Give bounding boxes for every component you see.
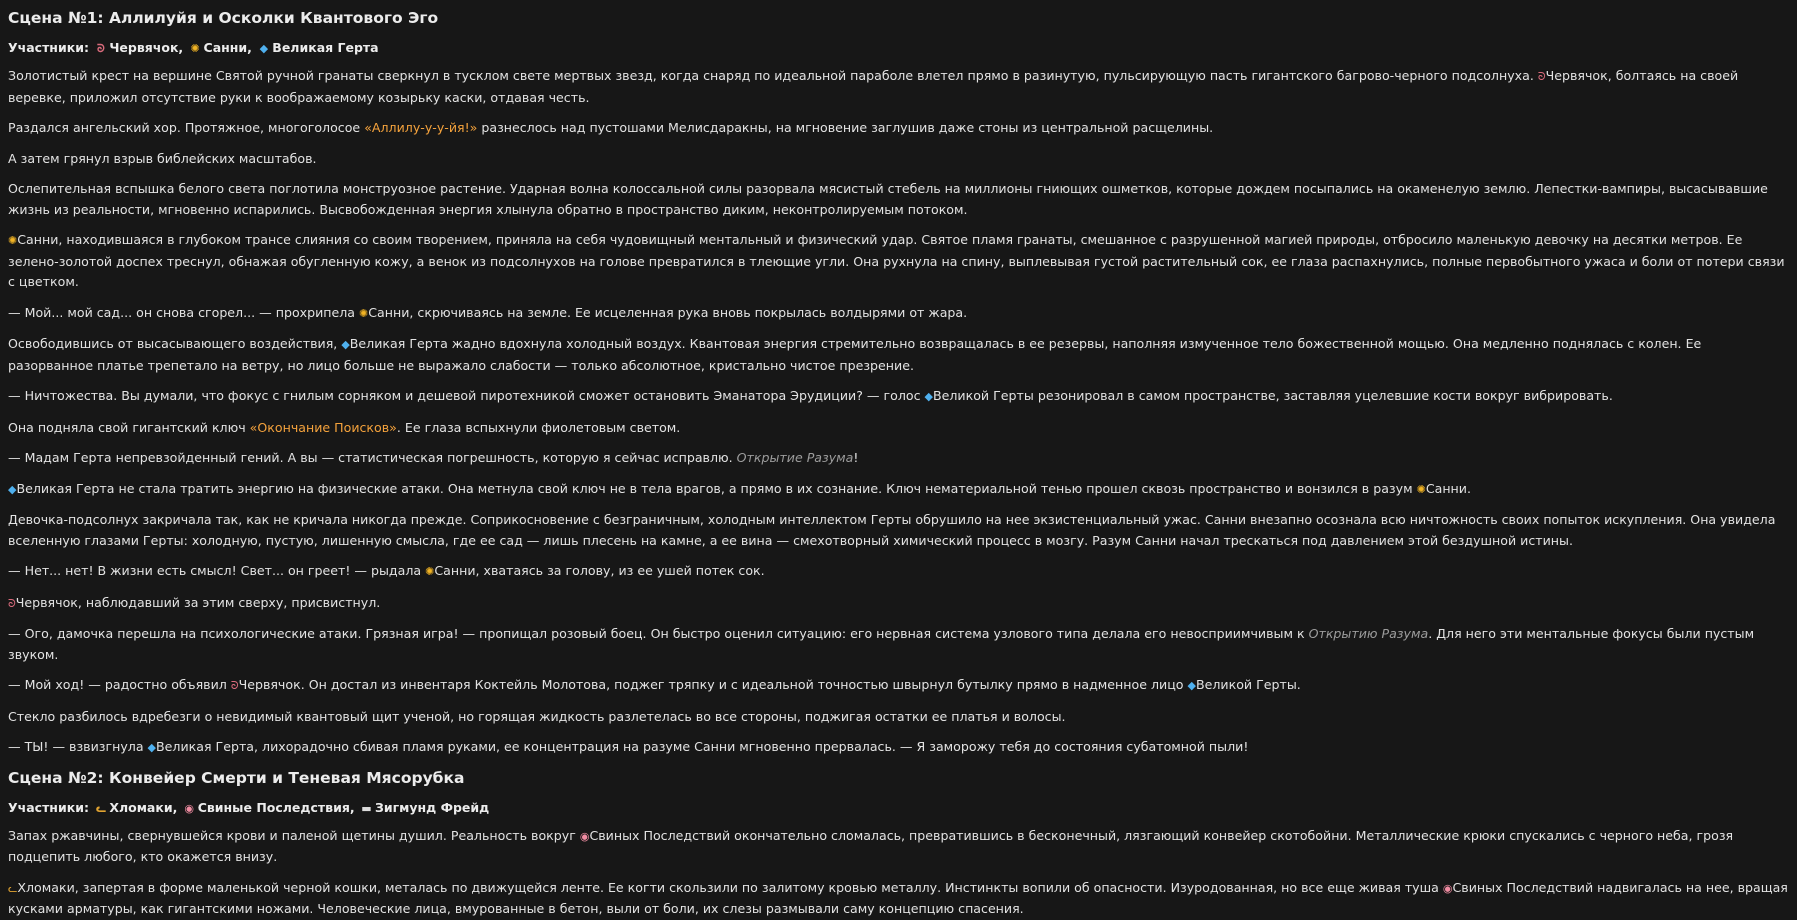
text-run: . Ее глаза вспыхнули фиолетовым светом. [396, 419, 681, 435]
story-paragraph [8, 66, 1789, 108]
worm-icon: ᘐ [230, 679, 239, 692]
story-paragraph [8, 386, 1789, 408]
scene-title: Сцена №2: Конвейер Смерти и Теневая Мясорубка [8, 768, 465, 787]
participant-name: Великая Герта [272, 40, 379, 55]
text-run: Великая Герта, лихорадочно сбивая пламя руками, ее концентрация на разуме Санни мгновенно прервалась. — Я заморожу тебя до состояния субатомной пыли! [156, 739, 1249, 754]
participant-name: Свиные Последствия, [197, 799, 355, 815]
gem-icon: ◆ [341, 338, 350, 351]
text-run: — Нет... нет! В жизни есть смысл! Свет... он греет! — рыдала [8, 563, 426, 578]
participant-name: Хломаки, [109, 799, 178, 815]
text-run: — Ничтожества. Вы думали, что фокус с гнилым сорняком и дешевой пиротехникой сможет остановить Эманатора Эрудиции? — голос [8, 388, 925, 403]
text-run: Свиных Последствий окончательно сломалась, превратившись в бесконечный, лязгающий конвейер скотобойни. Металлические крюки спускались с черного неба, грозя подцепить любого, кто окажется внизу. [8, 827, 1734, 864]
text-run: Свиных Последствий надвигалась на нее, вращая кусками арматуры, как гигантскими ножами. Человеческие лица, вмурованные в бетон, выли от боли, их слезы размывали саму концепцию спасения. [8, 879, 1788, 916]
participant-name: Червячок, [109, 40, 184, 55]
story-paragraph [8, 149, 1789, 170]
sunflower-icon: ✺ [425, 565, 435, 578]
text-run: Червячок, болтаясь на своей веревке, приложил отсутствие руки к воображаемому козырьку каски, отдавая честь. [8, 68, 1739, 105]
quoted-phrase: «Окончание Поисков» [249, 419, 397, 435]
participants-line [8, 40, 1789, 57]
story-paragraph [8, 479, 1789, 501]
text-run: Запах ржавчины, свернувшейся крови и паленой щетины душил. Реальность вокруг [8, 827, 580, 843]
text-run: Ослепительная вспышка белого света поглотила монструозное растение. Ударная волна колоссальной силы разорвала мясистый стебель на миллионы гниющих ошметков, которые дождем посыпались на окаменелую землю. Лепестки-вампиры, высасывавшие жизнь из реальности, мгновенно испарились. Высвобожденная энергия хлынула обратно в пространство диким, неконтролируемым потоком. [8, 181, 1768, 217]
hat-icon: ▬ [361, 801, 372, 815]
scene-1 [8, 9, 1789, 759]
text-run: Освободившись от высасывающего воздействия, [8, 336, 342, 351]
text-run: . Для него эти ментальные фокусы были пустым звуком. [8, 626, 1755, 662]
worm-icon: ᘐ [1537, 70, 1546, 83]
worm-icon: ᘐ [96, 42, 105, 55]
text-run: разнеслось над пустошами Мелисдаракны, на мгновение заглушив даже стоны из центральной расщелины. [477, 120, 1214, 135]
text-run: — Ого, дамочка перешла на психологические атаки. Грязная игра! — пропищал розовый боец. Он быстро оценил ситуацию: его нервная система узлового типа делала его невосприимчивым к [8, 626, 1309, 641]
text-run: А затем грянул взрыв библейских масштабов. [8, 150, 317, 166]
text-run: Червячок. Он достал из инвентаря Коктейль Молотова, поджег тряпку и с идеальной точностью швырнул бутылку прямо в надменное лицо [238, 677, 1188, 692]
skill-name: Открытию Разума [1308, 626, 1429, 641]
story-paragraph [8, 624, 1789, 665]
participants-line [8, 800, 1789, 817]
text-run: — Мой... мой сад... он снова сгорел... — прохрипела [8, 304, 360, 320]
participant-name: Санни, [203, 40, 252, 55]
story-paragraph [8, 826, 1789, 868]
gem-icon: ◆ [147, 741, 157, 754]
text-run: — ТЫ! — взвизгнула [8, 739, 148, 754]
text-run: Девочка-подсолнух закричала так, как не кричала никогда прежде. Соприкосновение с безграничным, холодным интеллектом Герты обрушило на нее экзистенциальный ужас. Санни внезапно осознала всю ничтожность своих попыток искупления. Она увидела вселенную глазами Герты: холодную, пустую, лишенную смысла, где ее сад — лишь плесень на камне, а ее вина — смехотворный химический процесс в мозгу. Разум Санни начал трескаться под давлением этой бездушной истины. [8, 512, 1776, 548]
story-paragraph [8, 118, 1789, 139]
pig-icon: ◉ [579, 829, 590, 843]
gem-icon: ◆ [259, 42, 269, 55]
participant-name: Зигмунд Фрейд [374, 799, 490, 815]
story-paragraph [8, 737, 1789, 759]
text-run: Санни, скрючиваясь на земле. Ее исцеленная рука вновь покрылась волдырями от жара. [368, 304, 968, 320]
story-paragraph [8, 561, 1789, 583]
story-paragraph [8, 334, 1789, 376]
story-paragraph [8, 510, 1789, 551]
story-paragraph [8, 303, 1789, 325]
text-run: Санни, находившаяся в глубоком трансе слияния со своим творением, приняла на себя чудовищный ментальный и физический удар. Святое пламя гранаты, смешанное с разрушенной магией природы, отбросило маленькую девочку на десятки метров. Ее зелено-золотой доспех треснул, обнажая обугленную кожу, а венок из подсолнухов на голове превратился в тлеющие угли. Она рухнула на спину, выплевывая густой растительный сок, ее глаза распахнулись, полные первобытного ужаса и боли от потери связи с цветком. [8, 232, 1785, 289]
story-paragraph [8, 878, 1789, 920]
story-paragraph [8, 230, 1789, 293]
text-run: — Мадам Герта непревзойденный гений. А вы — статистическая погрешность, которую я сейчас исправлю. [8, 450, 737, 465]
quoted-phrase: «Аллилу-у-у-йя!» [364, 120, 478, 135]
cat-icon: ᓚ [95, 801, 106, 815]
pig-icon: ◉ [184, 801, 194, 815]
story-paragraph [8, 448, 1789, 469]
gem-icon: ◆ [1187, 679, 1196, 692]
story-paragraph [8, 707, 1789, 728]
story-paragraph [8, 179, 1789, 220]
scene-2 [8, 769, 1789, 920]
gem-icon: ◆ [924, 390, 933, 403]
gem-icon: ◆ [8, 482, 17, 496]
sunflower-icon: ✺ [359, 306, 369, 320]
story-paragraph [8, 418, 1789, 439]
sunflower-icon: ✺ [1416, 482, 1426, 496]
text-run: Червячок, наблюдавший за этим сверху, присвистнул. [15, 594, 381, 610]
text-run: Стекло разбилось вдребезги о невидимый квантовый щит ученой, но горящая жидкость разлетелась во все стороны, поджигая остатки ее платья и волосы. [8, 708, 1066, 724]
participants-label: Участники: [8, 799, 89, 815]
text-run: Великая Герта не стала тратить энергию на физические атаки. Она метнула свой ключ не в тела врагов, а прямо в их сознание. Ключ нематериальной тенью прошел сквозь пространство и вонзился в разум [16, 480, 1417, 496]
text-run: ! [853, 450, 859, 465]
text-run: Великой Герты. [1195, 677, 1301, 692]
sunflower-icon: ✺ [8, 234, 18, 247]
text-run: Санни, хватаясь за голову, из ее ушей потек сок. [434, 563, 765, 578]
text-run: Великая Герта жадно вдохнула холодный воздух. Квантовая энергия стремительно возвращалась в ее резервы, наполняя измученное тело божественной мощью. Она медленно поднялась с колен. Ее разорванное платье трепетало на ветру, но лицо больше не выражало слабости — только абсолютное, кристально чистое презрение. [8, 336, 1702, 373]
worm-icon: ᘐ [8, 596, 16, 610]
participants-label: Участники: [8, 40, 89, 55]
sunflower-icon: ✺ [190, 42, 200, 55]
skill-name: Открытие Разума [736, 450, 854, 465]
text-run: Великой Герты резонировал в самом пространстве, заставляя уцелевшие кости вокруг вибрировать. [933, 388, 1613, 403]
story-paragraph [8, 593, 1789, 615]
cat-icon: ᓚ [8, 881, 18, 895]
text-run: Золотистый крест на вершине Святой ручной гранаты сверкнул в тусклом свете мертвых звезд, когда снаряд по идеальной параболе влетел прямо в разинутую, пульсирующую пасть гигантского багрово-черного подсолнуха. [8, 68, 1538, 83]
text-run: Хломаки, запертая в форме маленькой черной кошки, металась по движущейся ленте. Ее когти скользили по залитому кровью металлу. Инстинкты вопили об опасности. Изуродованная, но все еще живая туша [17, 879, 1443, 895]
text-run: — Мой ход! — радостно объявил [8, 677, 231, 692]
text-run: Санни. [1425, 480, 1471, 496]
story-paragraph [8, 675, 1789, 697]
text-run: Она подняла свой гигантский ключ [8, 419, 250, 435]
text-run: Раздался ангельский хор. Протяжное, многоголосое [8, 120, 365, 135]
pig-icon: ◉ [1442, 881, 1453, 895]
scene-title: Сцена №1: Аллилуйя и Осколки Квантового Эго [8, 9, 439, 27]
